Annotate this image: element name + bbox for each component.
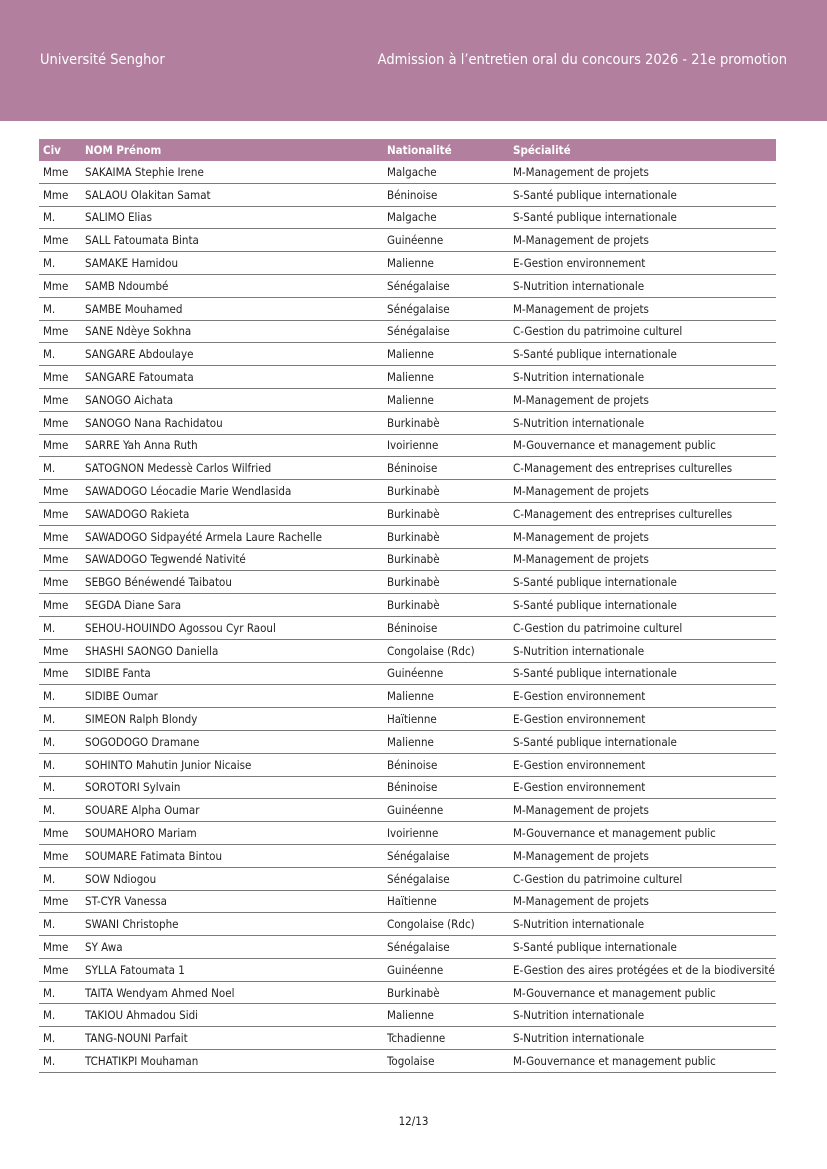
table-row xyxy=(39,594,776,617)
name-cell: SOROTORI Sylvain xyxy=(81,776,383,799)
name-cell: SEHOU-HOUINDO Agossou Cyr Raoul xyxy=(81,616,383,639)
name-cell: SAMAKE Hamidou xyxy=(81,252,383,275)
table-row xyxy=(39,639,776,662)
page-header xyxy=(0,0,827,121)
table-row xyxy=(39,252,776,275)
name-cell: SEGDA Diane Sara xyxy=(81,594,383,617)
specialty-cell: E-Gestion des aires protégées et de la biodiversité xyxy=(509,958,776,981)
name-cell: SIDIBE Oumar xyxy=(81,685,383,708)
specialty-cell: M-Management de projets xyxy=(509,229,776,252)
table-row xyxy=(39,867,776,890)
name-cell: SARRE Yah Anna Ruth xyxy=(81,434,383,457)
table-row xyxy=(39,525,776,548)
name-cell: SOUMARE Fatimata Bintou xyxy=(81,844,383,867)
civ-cell: M. xyxy=(39,730,81,753)
civ-cell: M. xyxy=(39,799,81,822)
civ-cell: Mme xyxy=(39,274,81,297)
column-header-nationality: Nationalité xyxy=(383,139,509,161)
specialty-cell: C-Gestion du patrimoine culturel xyxy=(509,320,776,343)
civ-cell: Mme xyxy=(39,890,81,913)
civ-cell: Mme xyxy=(39,183,81,206)
specialty-cell: C-Gestion du patrimoine culturel xyxy=(509,616,776,639)
specialty-cell: S-Nutrition internationale xyxy=(509,274,776,297)
nationality-cell: Burkinabè xyxy=(383,502,509,525)
specialty-cell: M-Management de projets xyxy=(509,799,776,822)
nationality-cell: Sénégalaise xyxy=(383,936,509,959)
name-cell: SANOGO Nana Rachidatou xyxy=(81,411,383,434)
nationality-cell: Burkinabè xyxy=(383,548,509,571)
specialty-cell: S-Nutrition internationale xyxy=(509,1027,776,1050)
civ-cell: Mme xyxy=(39,548,81,571)
nationality-cell: Malgache xyxy=(383,206,509,229)
nationality-cell: Burkinabè xyxy=(383,411,509,434)
nationality-cell: Béninoise xyxy=(383,616,509,639)
nationality-cell: Malienne xyxy=(383,252,509,275)
civ-cell: Mme xyxy=(39,844,81,867)
civ-cell: M. xyxy=(39,708,81,731)
nationality-cell: Togolaise xyxy=(383,1050,509,1073)
nationality-cell: Congolaise (Rdc) xyxy=(383,913,509,936)
civ-cell: M. xyxy=(39,252,81,275)
specialty-cell: M-Management de projets xyxy=(509,388,776,411)
specialty-cell: S-Santé publique internationale xyxy=(509,662,776,685)
table-row xyxy=(39,1027,776,1050)
specialty-cell: M-Gouvernance et management public xyxy=(509,434,776,457)
table-row xyxy=(39,708,776,731)
civ-cell: Mme xyxy=(39,662,81,685)
name-cell: SOHINTO Mahutin Junior Nicaise xyxy=(81,753,383,776)
civ-cell: Mme xyxy=(39,366,81,389)
specialty-cell: M-Management de projets xyxy=(509,890,776,913)
specialty-cell: M-Management de projets xyxy=(509,525,776,548)
specialty-cell: S-Santé publique internationale xyxy=(509,183,776,206)
table-row xyxy=(39,936,776,959)
civ-cell: Mme xyxy=(39,434,81,457)
specialty-cell: S-Santé publique internationale xyxy=(509,936,776,959)
name-cell: TANG-NOUNI Parfait xyxy=(81,1027,383,1050)
nationality-cell: Burkinabè xyxy=(383,525,509,548)
institution-name: Université Senghor xyxy=(40,52,165,68)
table-row xyxy=(39,890,776,913)
nationality-cell: Burkinabè xyxy=(383,594,509,617)
table-row xyxy=(39,1004,776,1027)
specialty-cell: S-Santé publique internationale xyxy=(509,594,776,617)
civ-cell: Mme xyxy=(39,936,81,959)
civ-cell: Mme xyxy=(39,525,81,548)
specialty-cell: S-Santé publique internationale xyxy=(509,730,776,753)
civ-cell: Mme xyxy=(39,229,81,252)
name-cell: TAKIOU Ahmadou Sidi xyxy=(81,1004,383,1027)
table-row xyxy=(39,183,776,206)
nationality-cell: Ivoirienne xyxy=(383,434,509,457)
name-cell: SAWADOGO Sidpayété Armela Laure Rachelle xyxy=(81,525,383,548)
name-cell: SOW Ndiogou xyxy=(81,867,383,890)
nationality-cell: Guinéenne xyxy=(383,662,509,685)
nationality-cell: Malienne xyxy=(383,1004,509,1027)
nationality-cell: Malienne xyxy=(383,730,509,753)
specialty-cell: E-Gestion environnement xyxy=(509,685,776,708)
table-body xyxy=(39,161,776,1072)
table-row xyxy=(39,411,776,434)
civ-cell: M. xyxy=(39,913,81,936)
civ-cell: Mme xyxy=(39,958,81,981)
nationality-cell: Tchadienne xyxy=(383,1027,509,1050)
name-cell: TAITA Wendyam Ahmed Noel xyxy=(81,981,383,1004)
table-row xyxy=(39,799,776,822)
specialty-cell: M-Gouvernance et management public xyxy=(509,822,776,845)
column-header-specialty: Spécialité xyxy=(509,139,776,161)
table-row xyxy=(39,776,776,799)
specialty-cell: S-Santé publique internationale xyxy=(509,343,776,366)
table-row xyxy=(39,616,776,639)
civ-cell: Mme xyxy=(39,388,81,411)
name-cell: SOGODOGO Dramane xyxy=(81,730,383,753)
specialty-cell: E-Gestion environnement xyxy=(509,753,776,776)
name-cell: SAWADOGO Rakieta xyxy=(81,502,383,525)
nationality-cell: Béninoise xyxy=(383,776,509,799)
specialty-cell: M-Gouvernance et management public xyxy=(509,1050,776,1073)
nationality-cell: Malienne xyxy=(383,343,509,366)
specialty-cell: C-Management des entreprises culturelles xyxy=(509,502,776,525)
specialty-cell: M-Management de projets xyxy=(509,548,776,571)
candidates-table xyxy=(39,139,776,1073)
civ-cell: Mme xyxy=(39,480,81,503)
name-cell: SANE Ndèye Sokhna xyxy=(81,320,383,343)
civ-cell: M. xyxy=(39,867,81,890)
name-cell: SALIMO Elias xyxy=(81,206,383,229)
nationality-cell: Sénégalaise xyxy=(383,320,509,343)
name-cell: TCHATIKPI Mouhaman xyxy=(81,1050,383,1073)
nationality-cell: Sénégalaise xyxy=(383,867,509,890)
name-cell: SAKAIMA Stephie Irene xyxy=(81,161,383,183)
name-cell: SANGARE Fatoumata xyxy=(81,366,383,389)
civ-cell: M. xyxy=(39,616,81,639)
table-row xyxy=(39,320,776,343)
civ-cell: Mme xyxy=(39,502,81,525)
table-row xyxy=(39,913,776,936)
name-cell: SIMEON Ralph Blondy xyxy=(81,708,383,731)
name-cell: SEBGO Bénéwendé Taibatou xyxy=(81,571,383,594)
nationality-cell: Malgache xyxy=(383,161,509,183)
table-row xyxy=(39,844,776,867)
specialty-cell: M-Management de projets xyxy=(509,480,776,503)
specialty-cell: M-Gouvernance et management public xyxy=(509,981,776,1004)
name-cell: SY Awa xyxy=(81,936,383,959)
name-cell: SAMB Ndoumbé xyxy=(81,274,383,297)
name-cell: ST-CYR Vanessa xyxy=(81,890,383,913)
name-cell: SALAOU Olakitan Samat xyxy=(81,183,383,206)
table-row xyxy=(39,434,776,457)
civ-cell: M. xyxy=(39,753,81,776)
table-row xyxy=(39,685,776,708)
civ-cell: M. xyxy=(39,685,81,708)
table-row xyxy=(39,502,776,525)
table-row xyxy=(39,457,776,480)
table-row xyxy=(39,981,776,1004)
nationality-cell: Malienne xyxy=(383,366,509,389)
specialty-cell: C-Management des entreprises culturelles xyxy=(509,457,776,480)
column-header-civ: Civ xyxy=(39,139,81,161)
nationality-cell: Sénégalaise xyxy=(383,297,509,320)
civ-cell: Mme xyxy=(39,822,81,845)
name-cell: SWANI Christophe xyxy=(81,913,383,936)
page-number: 12/13 xyxy=(398,1114,429,1128)
nationality-cell: Burkinabè xyxy=(383,571,509,594)
specialty-cell: E-Gestion environnement xyxy=(509,776,776,799)
name-cell: SALL Fatoumata Binta xyxy=(81,229,383,252)
civ-cell: M. xyxy=(39,343,81,366)
nationality-cell: Sénégalaise xyxy=(383,844,509,867)
specialty-cell: M-Management de projets xyxy=(509,161,776,183)
specialty-cell: S-Nutrition internationale xyxy=(509,1004,776,1027)
name-cell: SAWADOGO Léocadie Marie Wendlasida xyxy=(81,480,383,503)
name-cell: SYLLA Fatoumata 1 xyxy=(81,958,383,981)
name-cell: SIDIBE Fanta xyxy=(81,662,383,685)
specialty-cell: E-Gestion environnement xyxy=(509,252,776,275)
civ-cell: M. xyxy=(39,776,81,799)
name-cell: SHASHI SAONGO Daniella xyxy=(81,639,383,662)
civ-cell: M. xyxy=(39,1050,81,1073)
civ-cell: Mme xyxy=(39,320,81,343)
civ-cell: Mme xyxy=(39,594,81,617)
civ-cell: M. xyxy=(39,206,81,229)
name-cell: SANGARE Abdoulaye xyxy=(81,343,383,366)
table-row xyxy=(39,548,776,571)
name-cell: SOUMAHORO Mariam xyxy=(81,822,383,845)
name-cell: SANOGO Aichata xyxy=(81,388,383,411)
civ-cell: M. xyxy=(39,457,81,480)
document-title: Admission à l’entretien oral du concours 2026 - 21e promotion xyxy=(377,52,787,68)
nationality-cell: Sénégalaise xyxy=(383,274,509,297)
civ-cell: M. xyxy=(39,1004,81,1027)
specialty-cell: S-Nutrition internationale xyxy=(509,639,776,662)
civ-cell: Mme xyxy=(39,411,81,434)
specialty-cell: M-Management de projets xyxy=(509,297,776,320)
nationality-cell: Guinéenne xyxy=(383,799,509,822)
name-cell: SAWADOGO Tegwendé Nativité xyxy=(81,548,383,571)
specialty-cell: S-Santé publique internationale xyxy=(509,206,776,229)
nationality-cell: Congolaise (Rdc) xyxy=(383,639,509,662)
specialty-cell: S-Santé publique internationale xyxy=(509,571,776,594)
specialty-cell: S-Nutrition internationale xyxy=(509,913,776,936)
name-cell: SAMBE Mouhamed xyxy=(81,297,383,320)
table-row xyxy=(39,753,776,776)
civ-cell: Mme xyxy=(39,571,81,594)
civ-cell: Mme xyxy=(39,639,81,662)
table-row xyxy=(39,571,776,594)
table-row xyxy=(39,343,776,366)
table-row xyxy=(39,958,776,981)
specialty-cell: S-Nutrition internationale xyxy=(509,411,776,434)
specialty-cell: C-Gestion du patrimoine culturel xyxy=(509,867,776,890)
nationality-cell: Haïtienne xyxy=(383,708,509,731)
specialty-cell: M-Management de projets xyxy=(509,844,776,867)
civ-cell: M. xyxy=(39,297,81,320)
table-row xyxy=(39,229,776,252)
table-row xyxy=(39,822,776,845)
name-cell: SATOGNON Medessè Carlos Wilfried xyxy=(81,457,383,480)
table-row xyxy=(39,274,776,297)
table-row xyxy=(39,1050,776,1073)
nationality-cell: Béninoise xyxy=(383,183,509,206)
nationality-cell: Guinéenne xyxy=(383,958,509,981)
nationality-cell: Guinéenne xyxy=(383,229,509,252)
nationality-cell: Burkinabè xyxy=(383,981,509,1004)
table-row xyxy=(39,206,776,229)
specialty-cell: S-Nutrition internationale xyxy=(509,366,776,389)
column-header-name: NOM Prénom xyxy=(81,139,383,161)
table-header-row xyxy=(39,139,776,161)
table-row xyxy=(39,662,776,685)
nationality-cell: Malienne xyxy=(383,685,509,708)
table-row xyxy=(39,388,776,411)
table-row xyxy=(39,730,776,753)
civ-cell: M. xyxy=(39,981,81,1004)
civ-cell: M. xyxy=(39,1027,81,1050)
table-row xyxy=(39,297,776,320)
nationality-cell: Ivoirienne xyxy=(383,822,509,845)
specialty-cell: E-Gestion environnement xyxy=(509,708,776,731)
name-cell: SOUARE Alpha Oumar xyxy=(81,799,383,822)
nationality-cell: Béninoise xyxy=(383,753,509,776)
civ-cell: Mme xyxy=(39,161,81,183)
nationality-cell: Béninoise xyxy=(383,457,509,480)
table-row xyxy=(39,366,776,389)
nationality-cell: Burkinabè xyxy=(383,480,509,503)
table-row xyxy=(39,161,776,183)
table-row xyxy=(39,480,776,503)
nationality-cell: Malienne xyxy=(383,388,509,411)
nationality-cell: Haïtienne xyxy=(383,890,509,913)
